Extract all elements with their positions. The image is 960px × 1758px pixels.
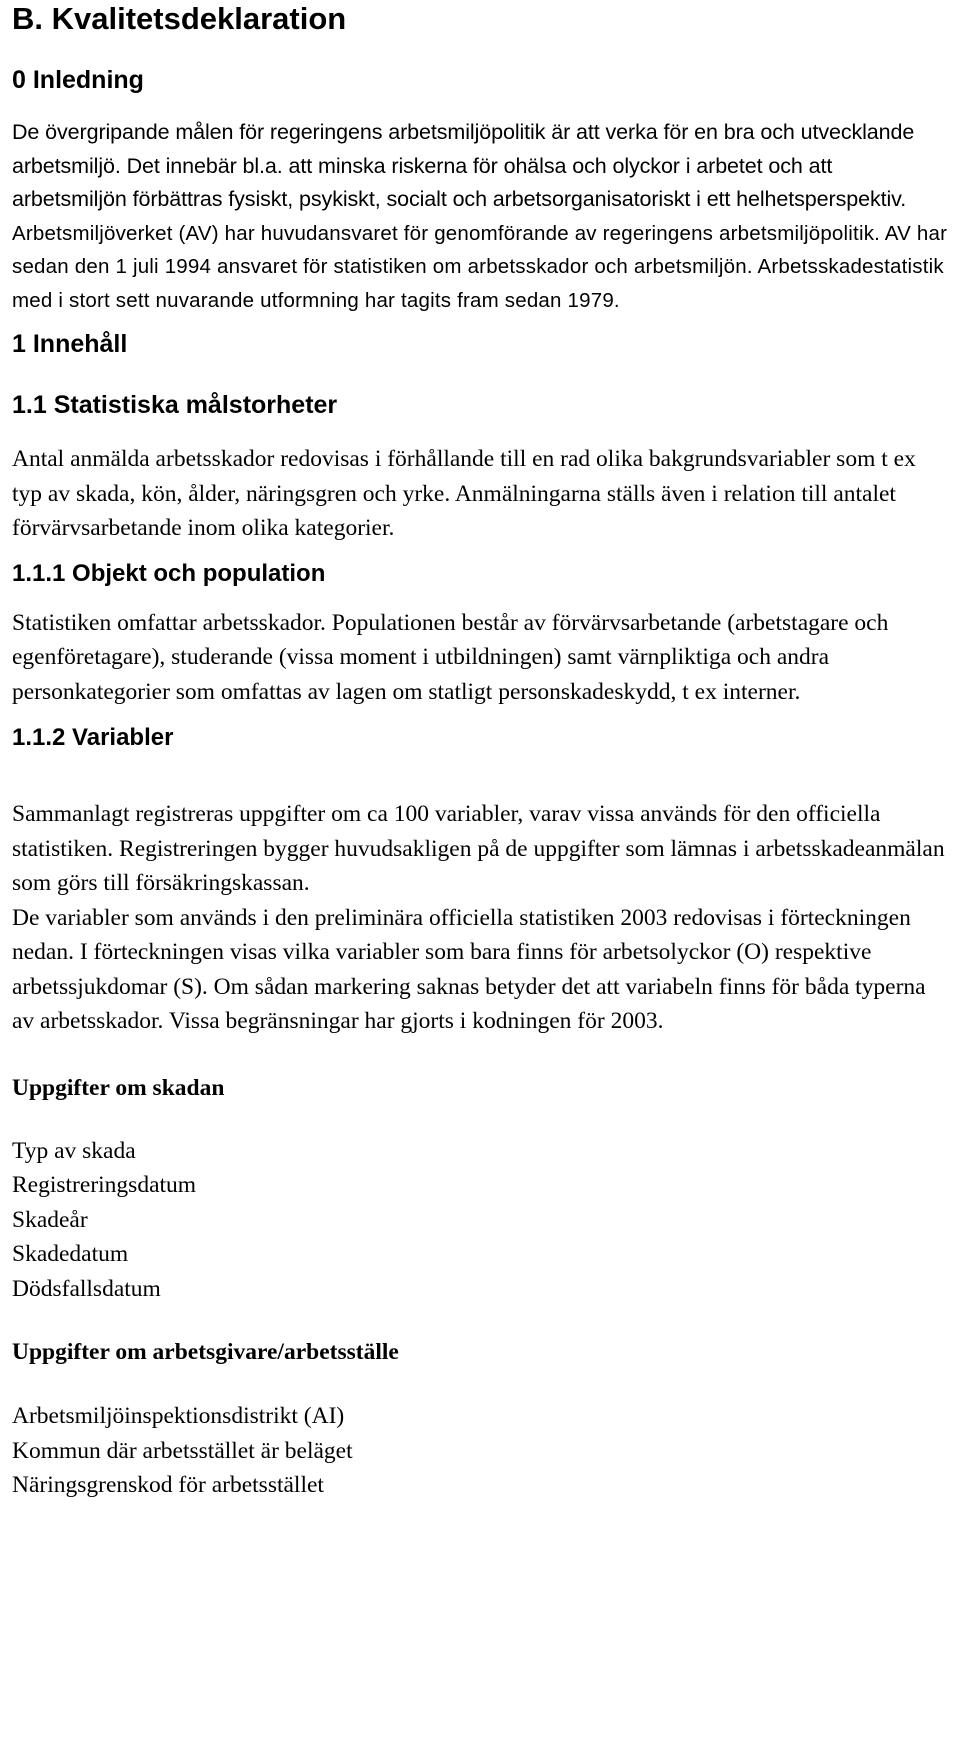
list-item: Kommun där arbetsstället är beläget bbox=[12, 1437, 353, 1464]
list-item: Registreringsdatum bbox=[12, 1172, 197, 1198]
malstorheter-paragraph: Antal anmälda arbetsskador redovisas i förhållande till en rad olika bakgrundsvariabler som t ex typ av skada, kön, ålder, näringsgren och yrke. Anmälningarna ställs även i relation till antalet förvärvsarbetande inom olika kategorier. bbox=[12, 446, 916, 541]
intro-paragraph bbox=[12, 116, 948, 317]
list-item: Dödsfallsdatum bbox=[12, 1275, 161, 1302]
section-heading-variabler: 1.1.2 Variabler bbox=[12, 724, 174, 751]
list-item: Typ av skada bbox=[12, 1137, 136, 1164]
list-item: Skadedatum bbox=[12, 1241, 129, 1267]
document-title: B. Kvalitetsdeklaration bbox=[12, 1, 347, 36]
arbetsgivare-variable-list bbox=[12, 1399, 948, 1503]
list-item: Skadeår bbox=[12, 1206, 88, 1233]
section-heading-objekt-population: 1.1.1 Objekt och population bbox=[12, 559, 326, 587]
intro-text-part1: De övergripande målen för regeringens arbetsmiljöpolitik är att verka för en bra och utvecklande arbetsmiljö. Det innebär bl.a. att minska riskerna för ohälsa och olyckor i arbetet och att arbetsmiljön förbättras fysiskt, psykiskt, socialt och arbetsorganisatoriskt i ett helhetsperspektiv. bbox=[12, 120, 915, 211]
skadan-variable-list bbox=[12, 1134, 948, 1307]
intro-text-part2: Arbetsmiljöverket (AV) har huvudansvaret för genomförande av regeringens arbetsmiljöpolitik. AV har sedan den 1 juli 1994 ansvaret för statistiken om arbetsskador och arbetsmiljön. Arbetsskadestatistik med i stort sett nuvarande utformning har tagits fram sedan 1979. bbox=[12, 221, 948, 312]
list-item: Näringsgrenskod för arbetsstället bbox=[12, 1472, 324, 1498]
list-heading-arbetsgivare: Uppgifter om arbetsgivare/arbetsställe bbox=[12, 1339, 399, 1365]
variabler-paragraph-2: De variabler som används i den preliminära officiella statistiken 2003 redovisas i förteckningen nedan. I förteckningen visas vilka variabler som bara finns för arbetsolyckor (O) respektive arbetssjukdomar (S). Om sådan markering saknas betyder det att variabeln finns för båda typerna av arbetsskador. Vissa begränsningar har gjorts i kodningen för 2003. bbox=[12, 904, 926, 1034]
list-item: Arbetsmiljöinspektionsdistrikt (AI) bbox=[12, 1403, 345, 1429]
section-heading-innehall: 1 Innehåll bbox=[12, 330, 128, 358]
list-heading-skadan: Uppgifter om skadan bbox=[12, 1074, 225, 1101]
section-heading-inledning: 0 Inledning bbox=[12, 66, 144, 94]
objekt-population-paragraph: Statistiken omfattar arbetsskador. Populationen består av förvärvsarbetande (arbetstagare och egenföretagare), studerande (vissa moment i utbildningen) samt värnpliktiga och andra personkategorier som omfattas av lagen om statligt personskadeskydd, t ex interner. bbox=[12, 609, 889, 705]
variabler-paragraph-1: Sammanlagt registreras uppgifter om ca 100 variabler, varav vissa används för den officiella statistiken. Registreringen bygger huvudsakligen på de uppgifter som lämnas i arbetsskadeanmälan som görs till försäkringskassan. bbox=[12, 801, 945, 896]
section-heading-malstorheter: 1.1 Statistiska målstorheter bbox=[12, 391, 338, 419]
